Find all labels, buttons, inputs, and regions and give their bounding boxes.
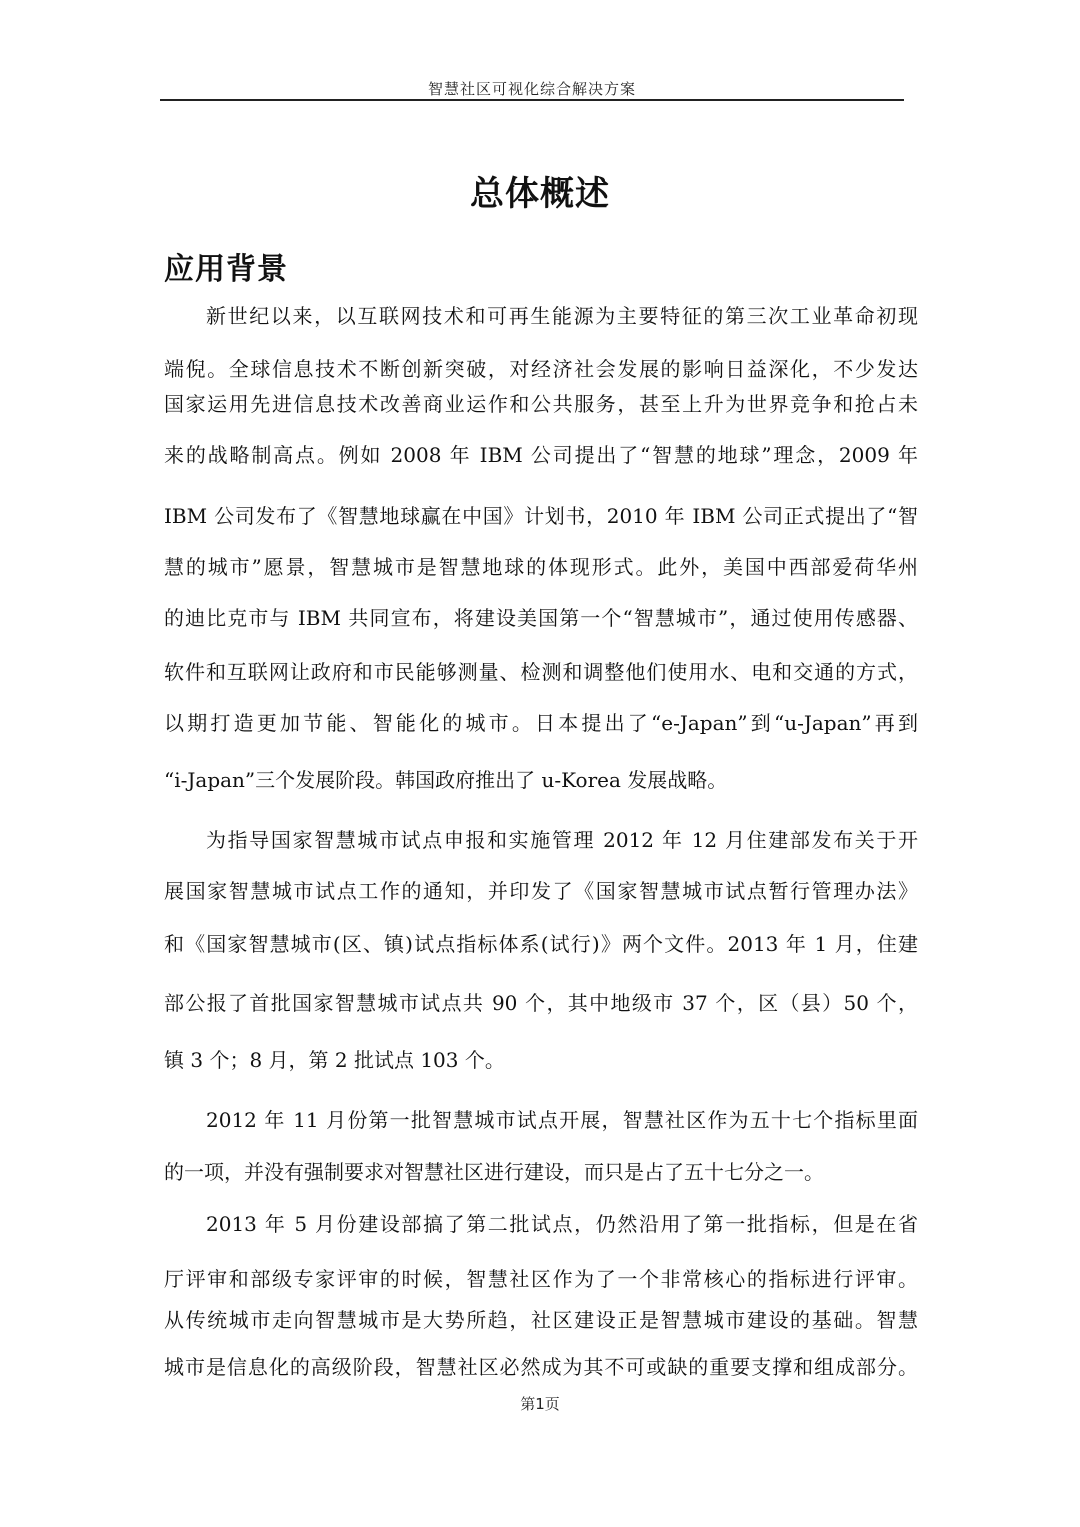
page-number: 第1页 <box>520 1395 560 1413</box>
paragraph-line: 从传统城市走向智慧城市是大势所趋，社区建设正是智慧城市建设的基础。智慧 <box>164 1308 918 1332</box>
running-header: 智慧社区可视化综合解决方案 <box>427 80 636 98</box>
paragraph-line: 镇 3 个；8 月，第 2 批试点 103 个。 <box>164 1048 505 1072</box>
paragraph-line: 厅评审和部级专家评审的时候，智慧社区作为了一个非常核心的指标进行评审。 <box>164 1267 918 1291</box>
paragraph-line: 来的战略制高点。例如 2008 年 IBM 公司提出了“智慧的地球”理念，2009 年 <box>164 443 918 467</box>
header-divider <box>160 99 904 101</box>
paragraph-line: 和《国家智慧城市(区、镇)试点指标体系(试行)》两个文件。2013 年 1 月，住建 <box>164 932 918 956</box>
paragraph-line: “i-Japan”三个发展阶段。韩国政府推出了 u-Korea 发展战略。 <box>164 768 728 792</box>
paragraph-line: IBM 公司发布了《智慧地球赢在中国》计划书，2010 年 IBM 公司正式提出了“智 <box>164 504 918 528</box>
paragraph-line: 端倪。全球信息技术不断创新突破，对经济社会发展的影响日益深化，不少发达 <box>164 357 918 381</box>
paragraph-line: 国家运用先进信息技术改善商业运作和公共服务，甚至上升为世界竞争和抢占未 <box>164 392 918 416</box>
document-title: 总体概述 <box>470 174 610 214</box>
paragraph-line: 慧的城市”愿景，智慧城市是智慧地球的体现形式。此外，美国中西部爱荷华州 <box>164 555 918 579</box>
paragraph-line: 为指导国家智慧城市试点申报和实施管理 2012 年 12 月住建部发布关于开 <box>206 828 918 852</box>
paragraph-line: 2013 年 5 月份建设部搞了第二批试点，仍然沿用了第一批指标，但是在省 <box>206 1212 918 1236</box>
section-heading: 应用背景 <box>164 252 288 287</box>
paragraph-line: 部公报了首批国家智慧城市试点共 90 个，其中地级市 37 个，区（县）50 个， <box>164 991 918 1015</box>
paragraph-line: 软件和互联网让政府和市民能够测量、检测和调整他们使用水、电和交通的方式， <box>164 660 918 684</box>
paragraph-line: 的一项，并没有强制要求对智慧社区进行建设，而只是占了五十七分之一。 <box>164 1160 824 1184</box>
paragraph-line: 城市是信息化的高级阶段，智慧社区必然成为其不可或缺的重要支撑和组成部分。 <box>164 1355 918 1379</box>
paragraph-line: 的迪比克市与 IBM 共同宣布，将建设美国第一个“智慧城市”，通过使用传感器、 <box>164 606 918 630</box>
paragraph-line: 展国家智慧城市试点工作的通知，并印发了《国家智慧城市试点暂行管理办法》 <box>164 879 918 903</box>
paragraph-line: 2012 年 11 月份第一批智慧城市试点开展，智慧社区作为五十七个指标里面 <box>206 1108 918 1132</box>
paragraph-line: 新世纪以来，以互联网技术和可再生能源为主要特征的第三次工业革命初现 <box>206 304 918 328</box>
paragraph-line: 以期打造更加节能、智能化的城市。日本提出了“e-Japan”到“u-Japan”再到 <box>164 711 918 735</box>
